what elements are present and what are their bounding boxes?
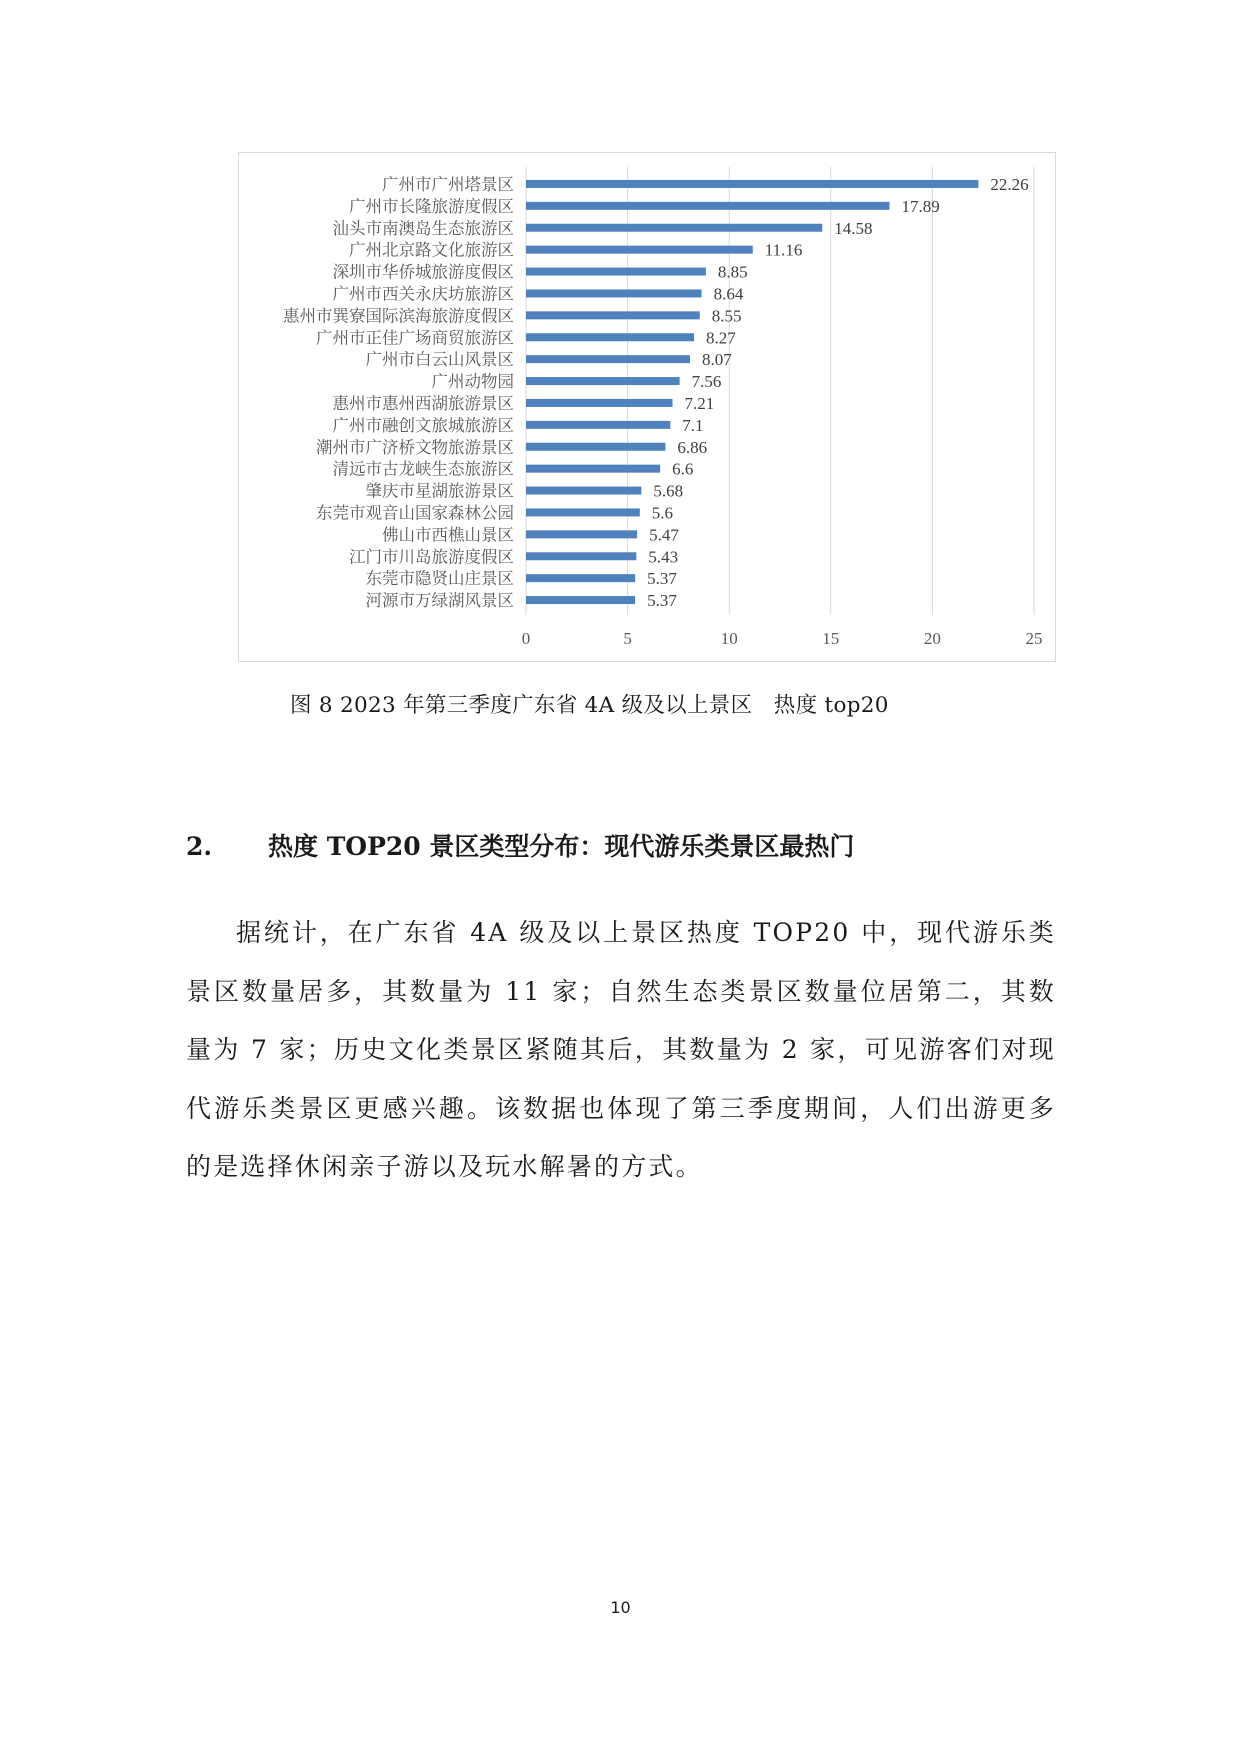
bar (526, 377, 680, 385)
bar (526, 508, 640, 516)
bar (526, 289, 702, 297)
x-tick-label: 15 (822, 629, 840, 648)
data-label: 5.6 (651, 503, 674, 523)
category-label: 佛山市西樵山景区 (382, 525, 514, 545)
x-tick-label: 0 (521, 629, 531, 648)
category-label: 广州市融创文旅城旅游区 (332, 415, 514, 435)
data-label: 14.58 (834, 218, 873, 238)
data-label: 8.85 (717, 262, 748, 282)
bar-chart-svg (239, 153, 1055, 661)
bar (526, 333, 694, 341)
category-label: 广州市白云山风景区 (365, 350, 514, 370)
bar (526, 596, 635, 604)
category-label: 广州北京路文化旅游区 (349, 240, 514, 260)
bar (526, 355, 690, 363)
category-label: 东莞市隐贤山庄景区 (365, 569, 514, 589)
bar (526, 224, 822, 232)
data-label: 8.27 (706, 328, 736, 348)
bar (526, 574, 635, 582)
data-label: 7.1 (682, 415, 704, 435)
bar (526, 530, 637, 538)
bar (526, 487, 641, 495)
category-label: 汕头市南澳岛生态旅游区 (332, 218, 514, 238)
data-label: 8.07 (701, 350, 732, 370)
category-label: 深圳市华侨城旅游度假区 (332, 262, 514, 282)
category-label: 广州市西关永庆坊旅游区 (332, 284, 514, 304)
section-number: 2. (186, 832, 213, 861)
section-title: 热度 TOP20 景区类型分布：现代游乐类景区最热门 (268, 832, 855, 861)
bar (526, 268, 706, 276)
data-label: 7.56 (691, 372, 722, 392)
category-label: 惠州市巽寮国际滨海旅游度假区 (283, 306, 514, 326)
bar (526, 311, 700, 319)
data-label: 5.47 (649, 525, 679, 545)
section-heading (186, 827, 854, 863)
data-label: 5.37 (647, 569, 677, 589)
bar (526, 246, 753, 254)
data-label: 17.89 (901, 196, 940, 216)
data-label: 5.43 (648, 547, 679, 567)
category-label: 广州动物园 (431, 372, 514, 392)
category-label: 东莞市观音山国家森林公园 (316, 503, 514, 523)
bar (526, 443, 665, 451)
figure-caption: 图 8 2023 年第三季度广东省 4A 级及以上景区 热度 top20 (290, 693, 889, 718)
data-label: 5.68 (653, 481, 684, 501)
category-label: 江门市川岛旅游度假区 (349, 547, 514, 567)
bar (526, 202, 890, 210)
category-label: 惠州市惠州西湖旅游景区 (332, 393, 514, 413)
bar (526, 552, 636, 560)
data-label: 5.37 (647, 591, 677, 611)
page-number: 10 (610, 1598, 631, 1617)
data-label: 6.86 (677, 437, 708, 457)
category-label: 肇庆市星湖旅游景区 (365, 481, 514, 501)
bar-chart (238, 152, 1056, 662)
data-label: 22.26 (990, 174, 1029, 194)
category-label: 河源市万绿湖风景区 (365, 591, 514, 611)
body-paragraph: 据统计，在广东省 4A 级及以上景区热度 TOP20 中，现代游乐类景区数量居多，其数量为 11 家；自然生态类景区数量位居第二，其数量为 7 家；历史文化类景区紧随其后，其数量为 2 家，可见游客们对现代游乐类景区更感兴趣。该数据也体现了第三季度期间，人们出游更多的是选择休闲亲子游以及玩水解暑的方式。 (186, 918, 1056, 1181)
bar (526, 399, 673, 407)
category-label: 清远市古龙峡生态旅游区 (332, 459, 514, 479)
data-label: 7.21 (684, 393, 715, 413)
category-label: 广州市正佳广场商贸旅游区 (316, 328, 514, 348)
bar (526, 421, 670, 429)
bar (526, 465, 660, 473)
data-label: 8.55 (711, 306, 742, 326)
category-label: 广州市长隆旅游度假区 (349, 196, 514, 216)
x-tick-label: 10 (720, 629, 738, 648)
bar (526, 180, 978, 188)
data-label: 8.64 (713, 284, 744, 304)
x-tick-label: 25 (1025, 629, 1043, 648)
category-label: 广州市广州塔景区 (382, 174, 514, 194)
x-tick-label: 20 (923, 629, 941, 648)
data-label: 6.6 (672, 459, 694, 479)
category-label: 潮州市广济桥文物旅游景区 (316, 437, 514, 457)
x-tick-label: 5 (623, 629, 632, 648)
data-label: 11.16 (764, 240, 803, 260)
